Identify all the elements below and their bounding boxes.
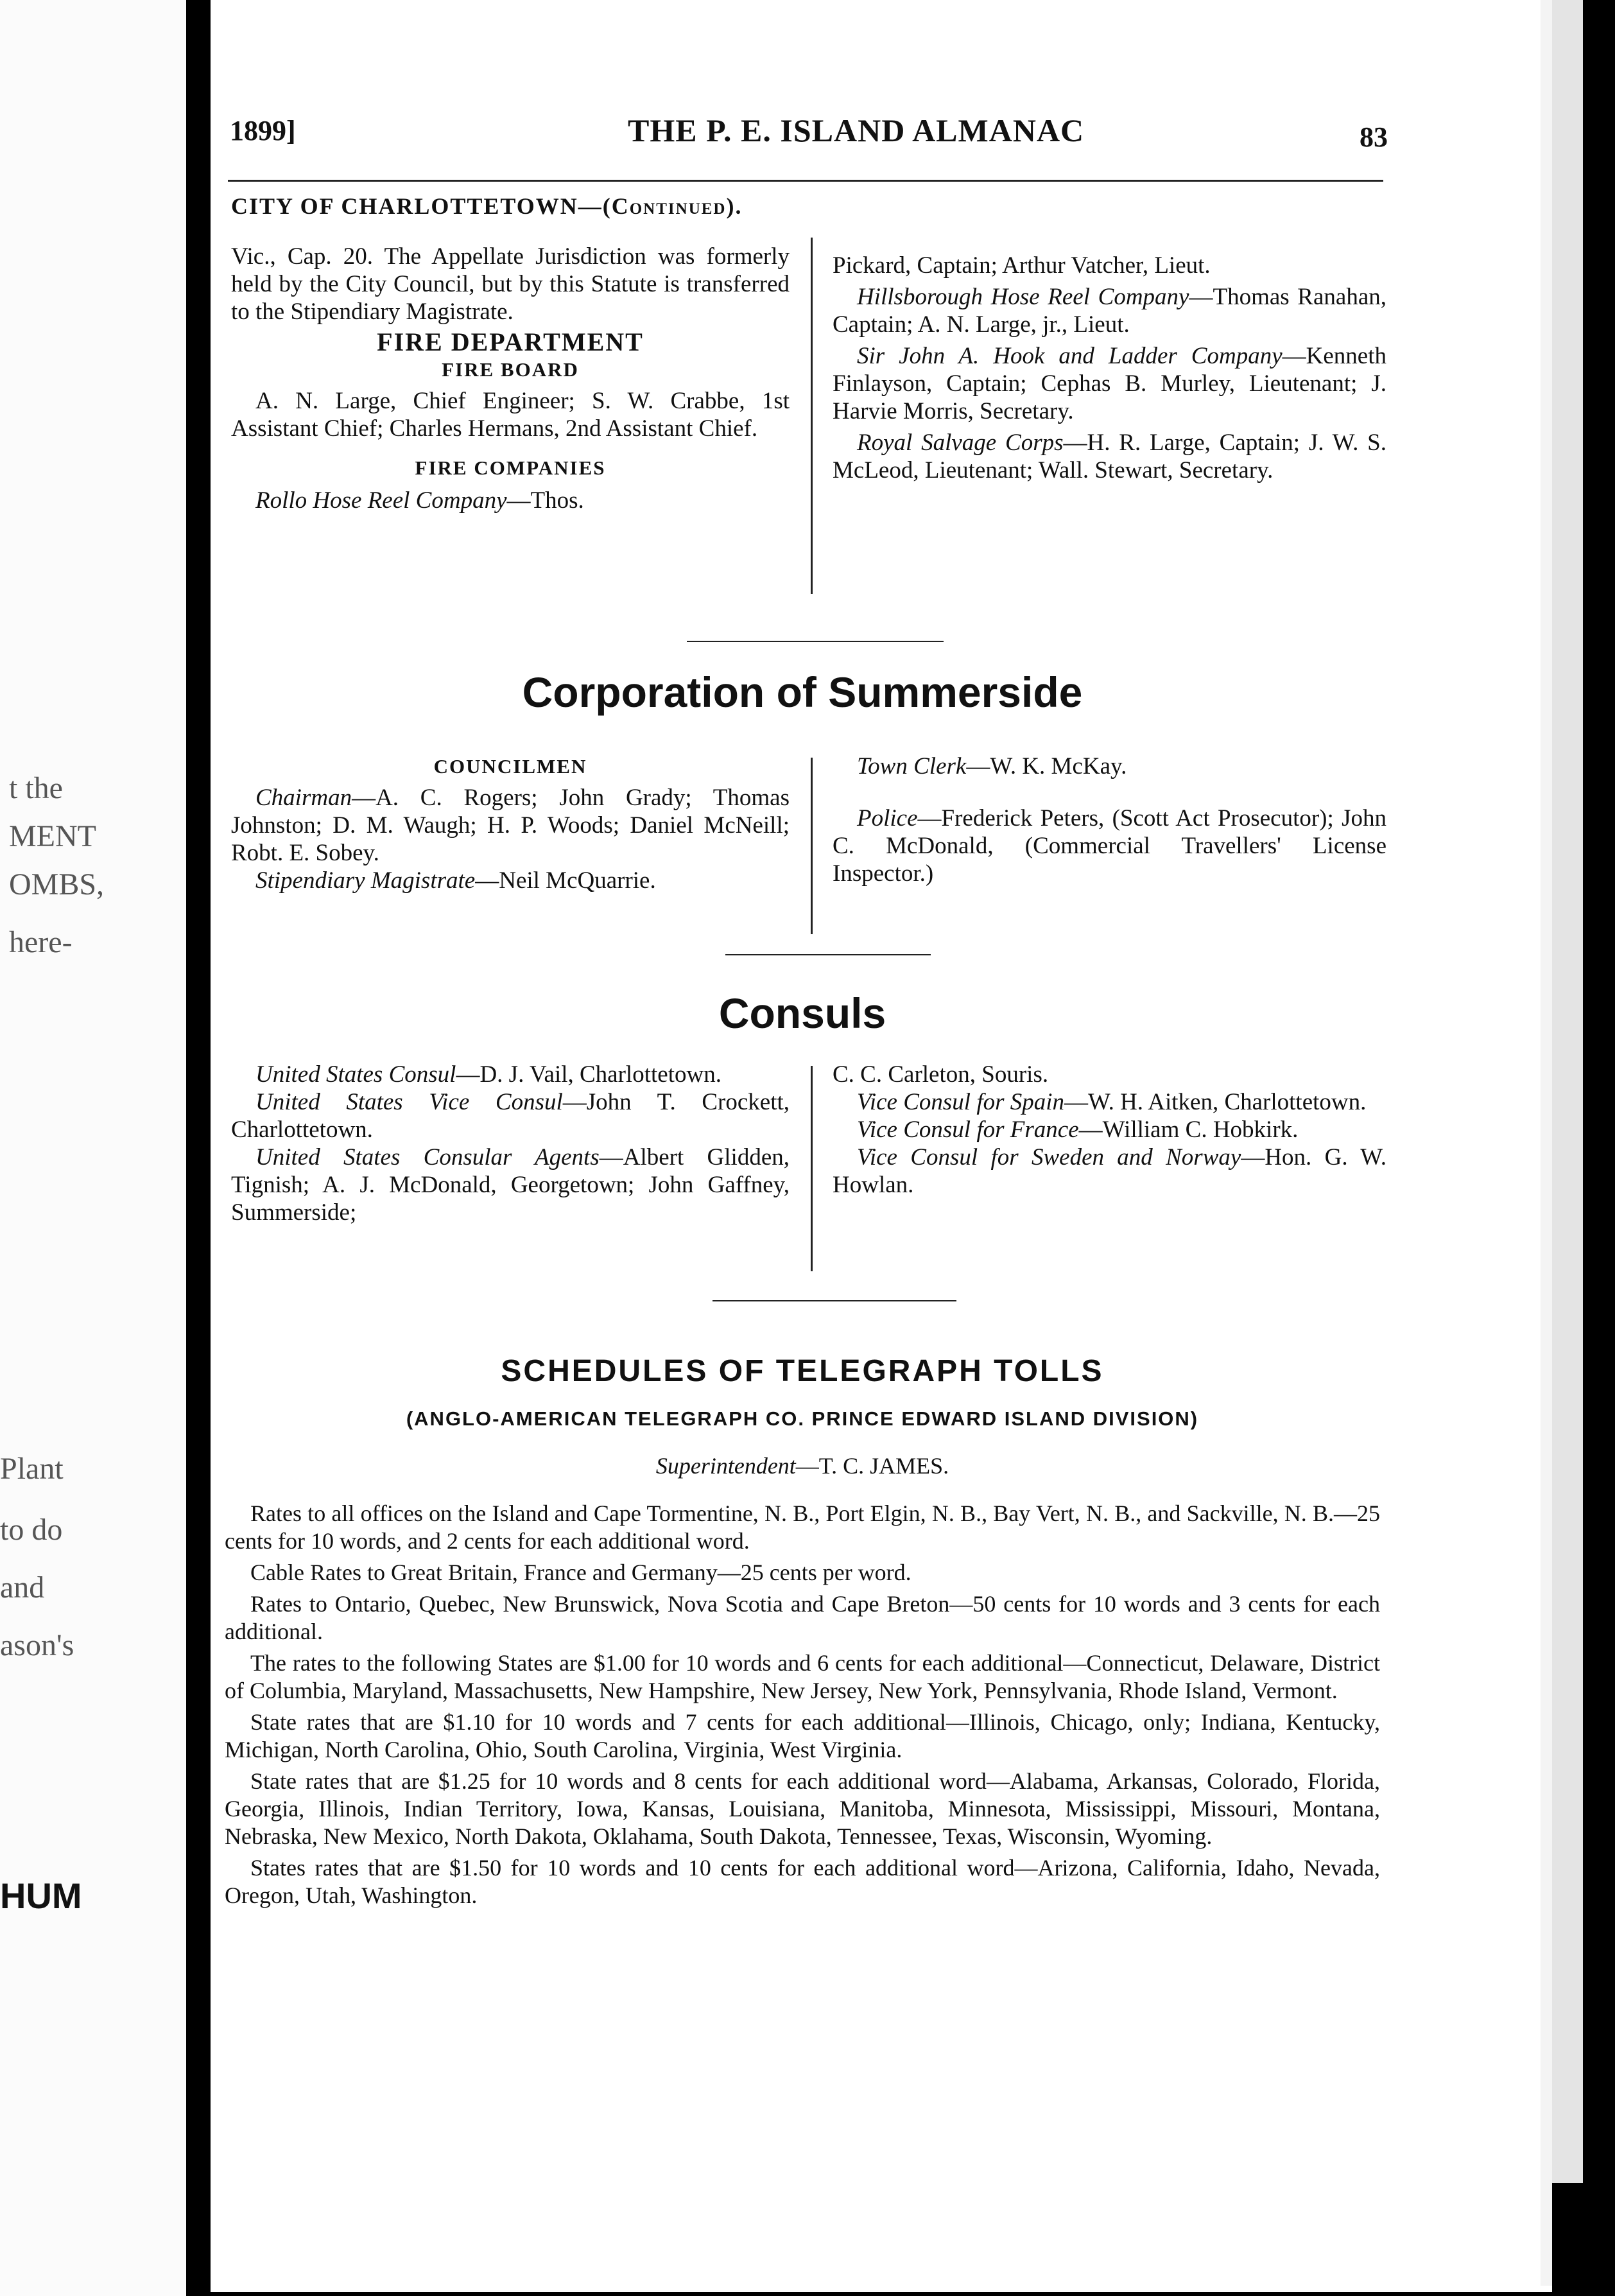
us-agent-souris: C. C. Carleton, Souris. [833, 1061, 1049, 1088]
magistrate-text: —Neil McQuarrie. [475, 867, 656, 894]
chairman-text: —A. C. Rogers; John Grady; Thomas Johnston; D. M. Waugh; H. P. Woods; Daniel McNeill; Robt. E. Sobey. [231, 785, 790, 866]
header-rule [228, 180, 1383, 182]
us-vice-consul-label: United States Vice Consul [255, 1089, 563, 1115]
section-divider [687, 641, 944, 642]
councilmen-heading: COUNCILMEN [433, 755, 587, 778]
us-consular-agents-text: —Albert Glidden, Tignish; A. J. McDonald, Georgetown; John Gaffney, Summerside; [231, 1144, 790, 1226]
page-edge-shadow [1552, 0, 1583, 2183]
superintendent-text: —T. C. JAMES. [795, 1453, 949, 1479]
hook-ladder-company [833, 342, 1386, 425]
police-label: Police [857, 805, 918, 831]
header-title: THE P. E. ISLAND ALMANAC [628, 112, 1085, 148]
fire-department-heading: FIRE DEPARTMENT [377, 327, 644, 356]
sweden-norway-consul-text: —Hon. G. W. Howlan. [833, 1144, 1386, 1198]
column-divider [811, 238, 813, 594]
hillsborough-company [833, 283, 1386, 338]
rate-paragraph: State rates that are $1.10 for 10 words and 7 cents for each additional—Illinois, Chicago, only; Indiana, Kentucky, Michigan, North Carolina, Ohio, South Carolina, Virginia, West Virginia. [225, 1709, 1380, 1762]
continued-heading: CITY OF CHARLOTTETOWN—(Continued). [231, 193, 743, 219]
facing-page-text-fragment: t the [9, 771, 63, 805]
telegraph-subtitle: (ANGLO-AMERICAN TELEGRAPH CO. PRINCE EDWARD ISLAND DIVISION) [406, 1407, 1199, 1430]
france-consul-text: —William C. Hobkirk. [1078, 1117, 1299, 1143]
facing-page-text-fragment: OMBS, [9, 867, 105, 901]
section-divider [712, 1300, 956, 1301]
rate-paragraph: The rates to the following States are $1.00 for 10 words and 6 cents for each additional—Connecticut, Delaware, District of Columbia, Maryland, Massachusetts, New Hampshire, New Jersey, New York, Pennsylvania, Rhode Island, Vermont. [225, 1650, 1380, 1703]
consuls-title: Consuls [718, 989, 886, 1037]
magistrate-label: Stipendiary Magistrate [255, 867, 476, 894]
rollo-company [231, 487, 790, 514]
consuls-right-column [833, 1061, 1386, 1199]
town-clerk-label: Town Clerk [857, 753, 967, 779]
salvage-corps [833, 429, 1386, 484]
hook-ladder-text: —Kenneth Finlayson, Captain; Cephas B. Murley, Lieutenant; J. Harvie Morris, Secretary. [833, 343, 1386, 424]
town-clerk-text: —W. K. McKay. [966, 753, 1127, 779]
us-consular-agents [231, 1144, 790, 1226]
spain-consul [833, 1088, 1386, 1116]
column-divider [811, 1066, 813, 1271]
facing-page-text-fragment: HUM [0, 1875, 82, 1916]
hillsborough-label: Hillsborough Hose Reel Company [857, 284, 1189, 310]
facing-page-text-fragment: MENT [9, 819, 96, 853]
rollo-company-text: —Thos. [506, 487, 584, 514]
rate-paragraph: Cable Rates to Great Britain, France and Germany—25 cents per word. [250, 1560, 911, 1585]
stipendiary-magistrate [231, 867, 790, 894]
fire-board-text: A. N. Large, Chief Engineer; S. W. Crabbe, 1st Assistant Chief; Charles Hermans, 2nd Assistant Chief. [231, 388, 790, 442]
facing-page-text-fragment: ason's [0, 1628, 74, 1662]
france-consul-label: Vice Consul for France [857, 1117, 1079, 1143]
summerside-title: Corporation of Summerside [522, 668, 1083, 716]
salvage-corps-label: Royal Salvage Corps [857, 430, 1064, 456]
page-edge [1541, 0, 1552, 2286]
facing-page-text-fragment: to do [0, 1513, 63, 1547]
us-consul-text: —D. J. Vail, Charlottetown. [456, 1061, 721, 1088]
hillsborough-text: —Thomas Ranahan, Captain; A. N. Large, jr., Lieut. [833, 284, 1386, 338]
charlottetown-right-column [833, 252, 1386, 484]
chairman-line [231, 784, 790, 867]
police [833, 804, 1386, 887]
spain-consul-label: Vice Consul for Spain [857, 1089, 1065, 1115]
us-consul [231, 1061, 790, 1088]
us-consul-label: United States Consul [255, 1061, 456, 1088]
us-vice-consul [231, 1088, 790, 1144]
section-divider [725, 954, 931, 955]
rate-paragraph: State rates that are $1.25 for 10 words and 8 cents for each additional word—Alabama, Arkansas, Colorado, Florida, Georgia, Illinois, Indian Territory, Iowa, Kansas, Louisiana, Manitoba, Minnesota, Mississippi, Missouri, Montana, Nebraska, New Mexico, North Dakota, Oklahama, South Dakota, Tennessee, Texas, Wisconsin, Wyoming. [225, 1768, 1380, 1849]
spain-consul-text: —W. H. Aitken, Charlottetown. [1064, 1089, 1367, 1115]
summerside-left-column [231, 752, 790, 894]
rate-paragraph: Rates to all offices on the Island and Cape Tormentine, N. B., Port Elgin, N. B., Bay Vert, N. B., and Sackville, N. B.—25 cents for 10 words, and 2 cents for each additional word. [225, 1500, 1380, 1554]
rollo-company-continued: Pickard, Captain; Arthur Vatcher, Lieut. [833, 252, 1211, 279]
facing-page-fragment [0, 0, 186, 2296]
chairman-label: Chairman [255, 785, 352, 811]
rollo-company-label: Rollo Hose Reel Company [255, 487, 507, 514]
town-clerk [833, 752, 1386, 780]
superintendent-line [225, 1452, 1380, 1479]
sweden-norway-consul-label: Vice Consul for Sweden and Norway [857, 1144, 1241, 1170]
us-vice-consul-text: —John T. Crockett, Charlottetown. [231, 1089, 790, 1143]
fire-board-heading: FIRE BOARD [442, 358, 579, 381]
header-year: 1899] [230, 115, 296, 146]
superintendent-label: Superintendent [655, 1453, 796, 1479]
facing-page-text-fragment: Plant [0, 1452, 64, 1486]
facing-page-text-fragment: and [0, 1570, 45, 1605]
sweden-norway-consul [833, 1144, 1386, 1199]
fire-companies-heading: FIRE COMPANIES [415, 457, 606, 479]
facing-page-text-fragment: here- [9, 925, 73, 959]
hook-ladder-label: Sir John A. Hook and Ladder Company [857, 343, 1282, 369]
rate-paragraph: States rates that are $1.50 for 10 words and 10 cents for each additional word—Arizona, California, Idaho, Nevada, Oregon, Utah, Washington. [225, 1855, 1380, 1908]
column-divider [811, 758, 813, 934]
summerside-right-column [833, 752, 1386, 887]
appellate-paragraph: Vic., Cap. 20. The Appellate Jurisdiction was formerly held by the City Council, but by this Statute is transferred to the Stipendiary Magistrate. [231, 243, 790, 325]
salvage-corps-text: —H. R. Large, Captain; J. W. S. McLeod, Lieutenant; Wall. Stewart, Secretary. [833, 430, 1387, 483]
us-consular-agents-label: United States Consular Agents [255, 1144, 600, 1170]
france-consul [833, 1116, 1386, 1144]
rate-paragraph: Rates to Ontario, Quebec, New Brunswick, Nova Scotia and Cape Breton—50 cents for 10 words and 3 cents for each additional. [225, 1591, 1380, 1644]
telegraph-title: SCHEDULES OF TELEGRAPH TOLLS [501, 1354, 1104, 1388]
telegraph-rates [225, 1500, 1380, 1913]
police-text: —Frederick Peters, (Scott Act Prosecutor); John C. McDonald, (Commercial Travellers' License Inspector.) [833, 805, 1386, 887]
charlottetown-left-column [231, 243, 790, 514]
header-page-number: 83 [1360, 121, 1388, 153]
consuls-left-column [231, 1061, 790, 1226]
